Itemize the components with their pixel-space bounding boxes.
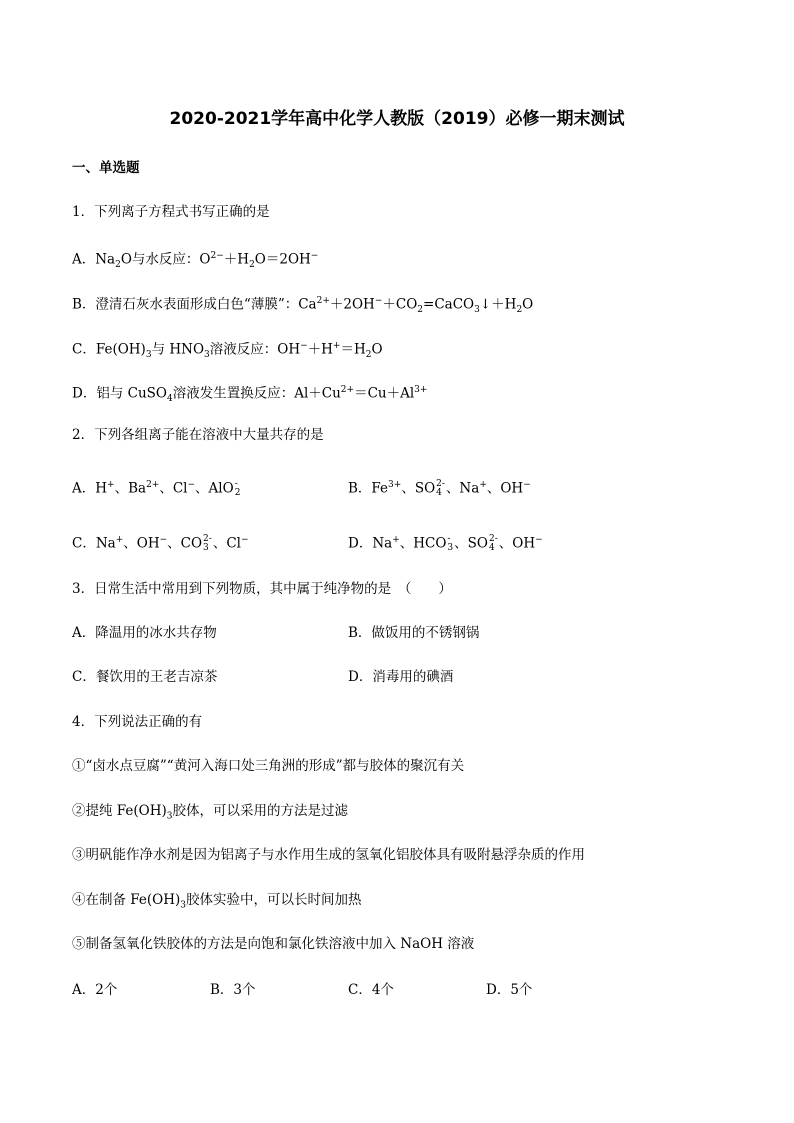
question-2-option-b: B．$Fe^{3+}$、SO 2- 4 、Na+、OH− [348,479,531,498]
section-heading: 一、单选题 [72,160,140,176]
question-3-option-b: B．做饭用的不锈钢锅 [348,625,480,641]
question-2-option-c: C．Na+、OH−、CO 2- 3 、Cl− [72,534,249,553]
question-2-option-d: D．Na+、HCO - 3 、SO 2- 4 、OH− [348,534,543,553]
question-3-option-c: C．餐饮用的王老吉凉茶 [72,669,218,685]
question-2-stem: 2．下列各组离子能在溶液中大量共存的是 [72,427,324,443]
question-3-option-d: D．消毒用的碘酒 [348,669,454,685]
question-1-stem: 1．下列离子方程式书写正确的是 [72,204,270,220]
question-3-stem: 3．日常生活中常用到下列物质，其中属于纯净物的是 （ ） [72,581,452,597]
question-4-statement-5: ⑤制备氢氧化铁胶体的方法是向饱和氯化铁溶液中加入 NaOH 溶液 [72,936,475,952]
question-1-option-d: D．铝与 CuSO$_4$溶液发生置换反应：$Al+Cu^{2+}=Cu+Al^{3+}$ [72,385,428,405]
question-1-option-c: C．$Fe(OH)_3$与 $HNO_3$溶液反应：$OH^-+H^+=H_2O$ [72,341,383,361]
question-4-statement-4: ④在制备 $Fe(OH)_3$胶体实验中，可以长时间加热 [72,892,362,911]
question-4-option-c: C．4个 [348,982,394,998]
question-4-option-d: D．5个 [486,982,533,998]
question-4-statement-2: ②提纯 $Fe(OH)_3$胶体，可以采用的方法是过滤 [72,803,349,822]
question-4-option-b: B．3个 [210,982,256,998]
question-3-option-a: A．降温用的冰水共存物 [72,625,217,641]
question-4-statement-3: ③明矾能作净水剂是因为铝离子与水作用生成的氢氧化铝胶体具有吸附悬浮杂质的作用 [72,847,585,863]
question-1-option-b: B．澄清石灰水表面形成白色“薄膜”：$Ca^{2+}+2OH^-+CO_2=CaCO_3↓+H_2O$ [72,296,534,316]
question-1-option-a: A．$Na_2O$与水反应：$O^{2-}+H_2O=2OH^-$ [72,251,319,271]
question-4-option-a: A．2个 [72,982,118,998]
page-title: 2020-2021学年高中化学人教版（2019）必修一期末测试 [169,109,625,129]
question-4-stem: 4．下列说法正确的有 [72,714,203,730]
question-4-statement-1: ①“卤水点豆腐”“黄河入海口处三角洲的形成”都与胶体的聚沉有关 [72,758,465,774]
question-2-option-a: A．H+、$Ba^{2+}$、Cl−、AlO - 2 [72,479,241,498]
